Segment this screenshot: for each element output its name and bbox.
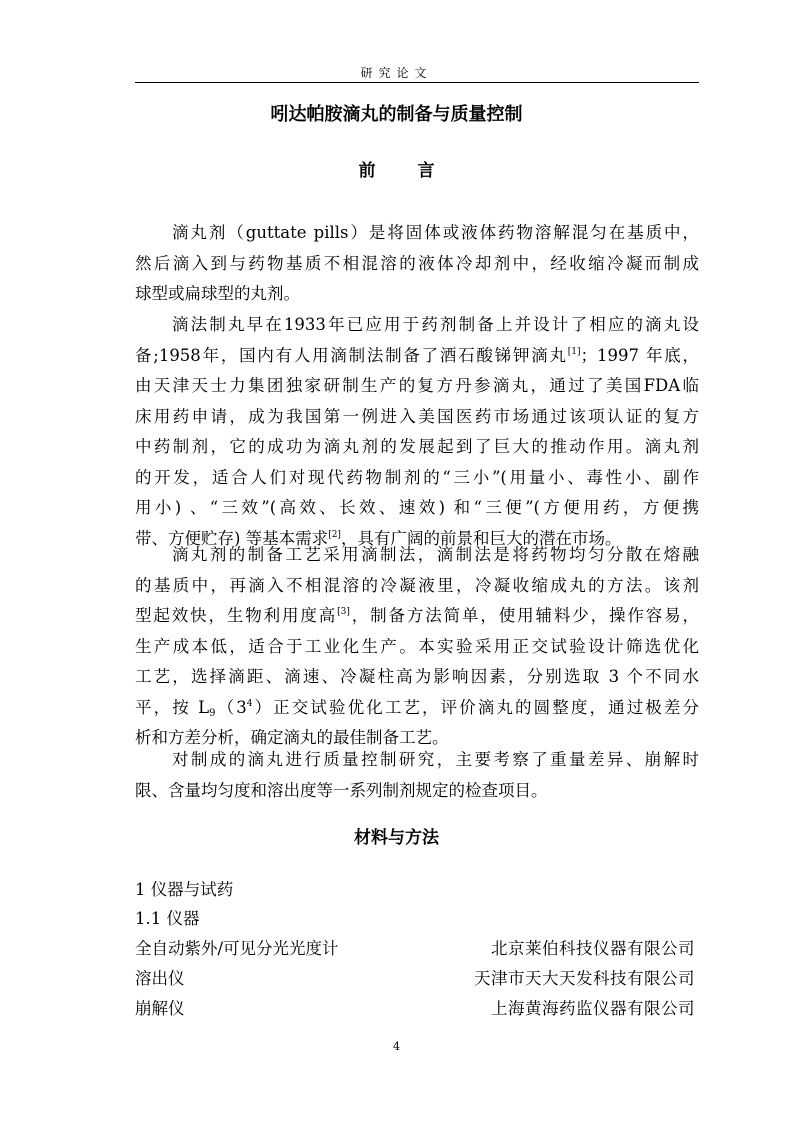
paragraph-line: 滴法制丸早在1933年已应用于药剂制备上并设计了相应的滴丸设	[172, 315, 699, 334]
paragraph-line: 析和方差分析，确定滴丸的最佳制备工艺。	[135, 728, 449, 747]
text-run: ，具有广阔的前景和巨大的潜在市场。	[340, 528, 622, 548]
text-run: 带、方便贮存) 等基本需求	[135, 528, 329, 548]
paragraph-line: 球型或扁球型的丸剂。	[135, 284, 300, 303]
equipment-row	[135, 935, 695, 963]
paragraph-line	[135, 693, 699, 724]
text-run: （3	[215, 697, 247, 717]
header-rule	[135, 82, 699, 83]
page-number: 4	[393, 1040, 400, 1053]
paragraph-line: 用小) 、“三效”(高效、长效、速效) 和“三便”(方便用药，方便携	[135, 498, 699, 517]
equipment-row	[135, 995, 695, 1023]
paragraph-line: 滴丸剂的制备工艺采用滴制法，滴制法是将药物均匀分散在熔融	[172, 545, 699, 564]
paragraph-line: 滴丸剂（guttate pills）是将固体或液体药物溶解混匀在基质中，	[172, 223, 699, 242]
paragraph-2	[135, 310, 699, 554]
equipment-row	[135, 965, 695, 993]
equipment-manufacturer: 上海黄海药监仪器有限公司	[491, 999, 695, 1018]
citation-ref-3: [3]	[337, 607, 350, 617]
heading-materials-methods: 材料与方法	[354, 828, 439, 848]
running-header: 研究论文	[360, 66, 433, 80]
paragraph-1	[135, 218, 699, 310]
text-run: 型起效快，生物利用度高	[135, 606, 338, 625]
equipment-manufacturer: 天津市天大天发科技有限公司	[474, 969, 695, 988]
paragraph-3	[135, 540, 699, 754]
text-run: ，制备方法简单，使用辅料少，操作容易，	[349, 606, 699, 625]
paragraph-line	[135, 341, 699, 372]
subsection-heading-1: 1 仪器与试药	[135, 880, 234, 899]
equipment-name: 溶出仪	[135, 969, 185, 988]
citation-ref-1: [1]	[567, 346, 581, 357]
paragraph-line	[135, 601, 699, 632]
paragraph-line: 限、含量均匀度和溶出度等一系列制剂规定的检查项目。	[135, 780, 548, 800]
equipment-manufacturer: 北京莱伯科技仪器有限公司	[491, 939, 695, 958]
text-run: 平，按 L	[135, 697, 210, 717]
paragraph-line: 对制成的滴丸进行质量控制研究，主要考察了重量差异、崩解时	[172, 750, 699, 769]
citation-ref-2: [2]	[328, 529, 341, 540]
text-run: ；1997 年底，	[580, 345, 699, 365]
paragraph-line: 的开发，适合人们对现代药物制剂的“三小”(用量小、毒性小、副作	[135, 467, 699, 487]
equipment-name: 崩解仪	[135, 999, 185, 1018]
subsection-heading-1-1: 1.1 仪器	[135, 909, 200, 928]
paragraph-line: 生产成本低，适合于工业化生产。本实验采用正交试验设计筛选优化	[135, 636, 699, 656]
paragraph-line: 工艺，选择滴距、滴速、冷凝柱高为影响因素，分别选取 3 个不同水	[135, 667, 699, 686]
paragraph-line: 的基质中，再滴入不相混溶的冷凝液里，冷凝收缩成丸的方法。该剂	[135, 575, 699, 595]
subscript: 9	[209, 707, 216, 719]
equipment-name: 全自动紫外/可见分光光度计	[135, 939, 339, 958]
document-title: 吲达帕胺滴丸的制备与质量控制	[270, 104, 523, 125]
paragraph-line: 然后滴入到与药物基质不相混溶的液体冷却剂中，经收缩冷凝而制成	[135, 253, 699, 273]
text-run: 备;1958年，国内有人用滴制法制备了酒石酸锑钾滴丸	[135, 345, 568, 365]
superscript: 4	[246, 698, 253, 709]
paragraph-line: 由天津天士力集团独家研制生产的复方丹参滴丸，通过了美国FDA临	[135, 376, 699, 395]
paragraph-4	[135, 745, 699, 806]
paragraph-line: 床用药申请，成为我国第一例进入美国医药市场通过该项认证的复方	[135, 406, 699, 426]
text-run: ）正交试验优化工艺，评价滴丸的圆整度，通过极差分	[252, 697, 700, 717]
heading-preface: 前 言	[358, 161, 453, 181]
paragraph-line: 中药制剂，它的成功为滴丸剂的发展起到了巨大的推动作用。滴丸剂	[135, 437, 699, 456]
